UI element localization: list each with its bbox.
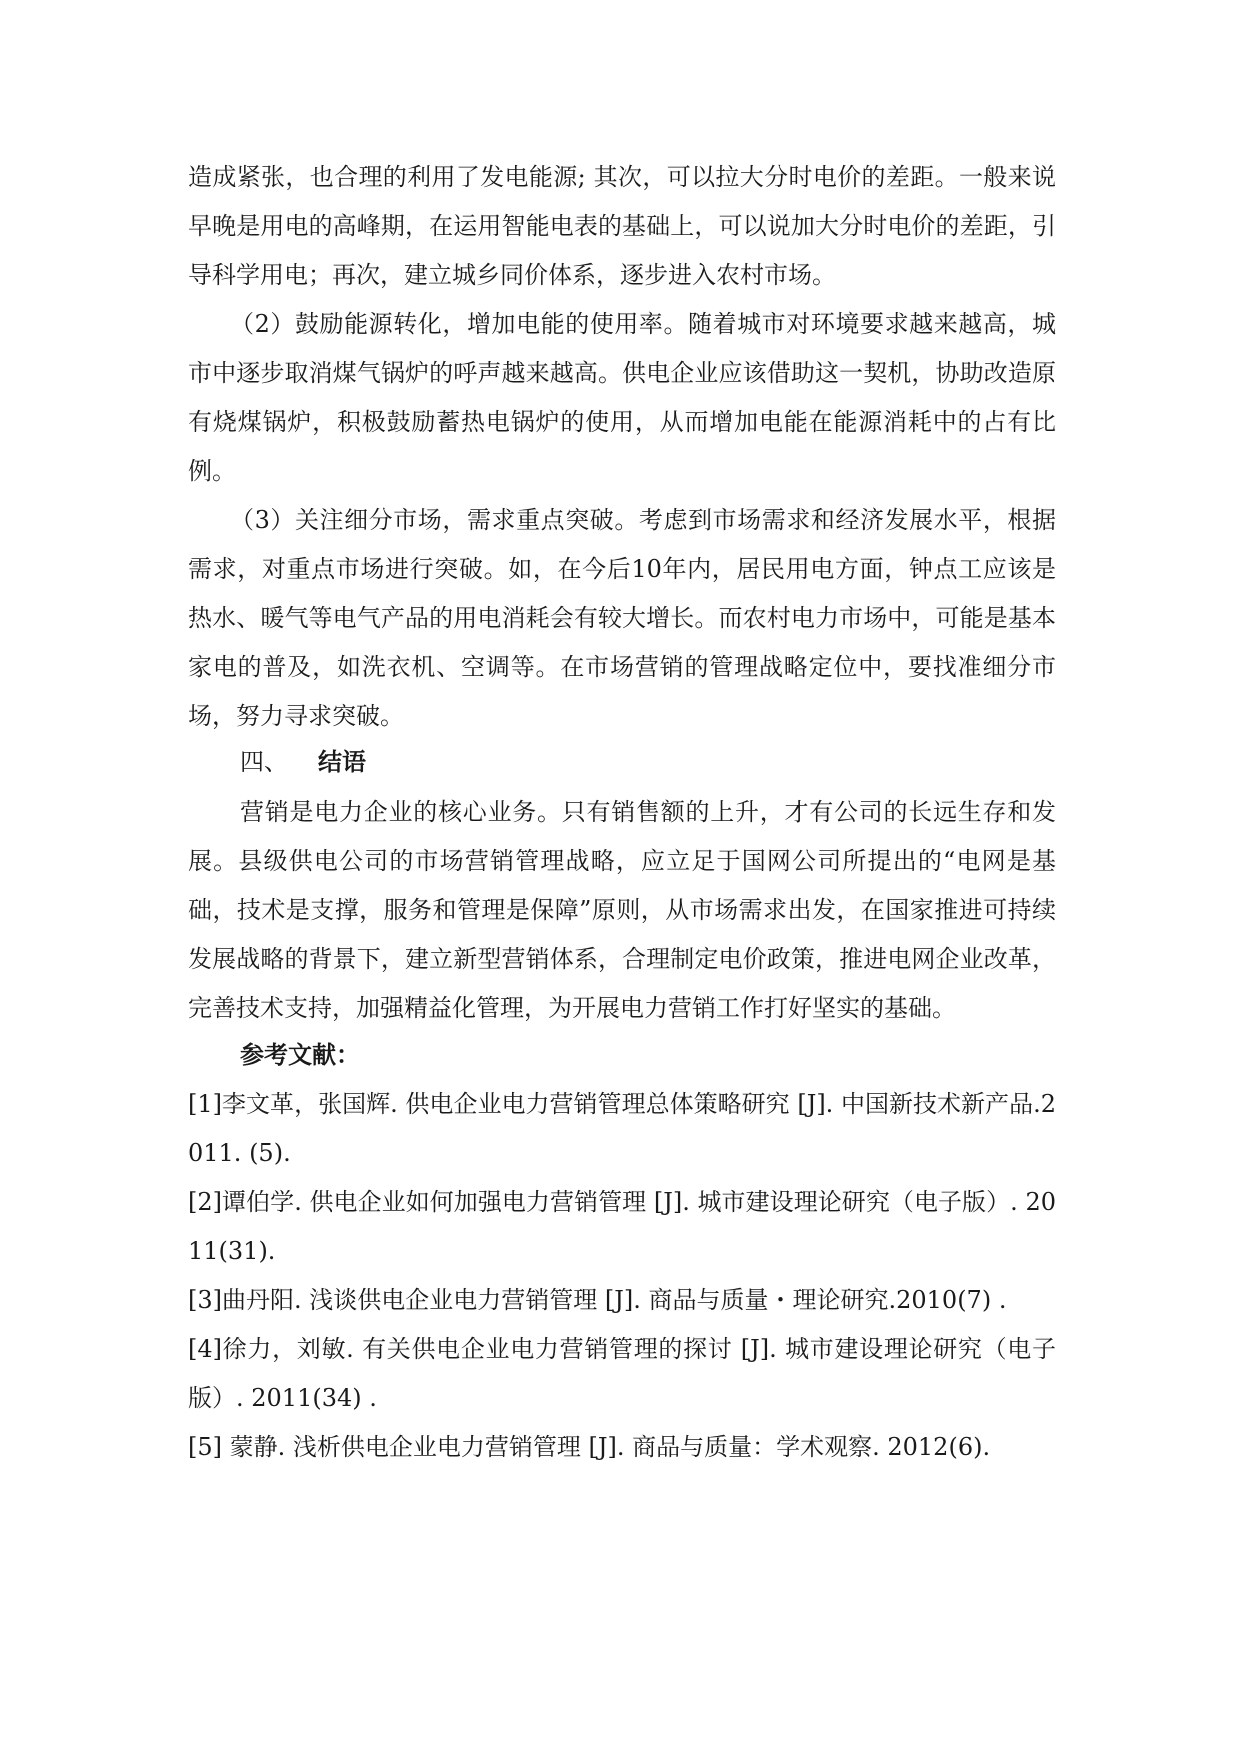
reference-item: [2]谭伯学. 供电企业如何加强电力营销管理 [J]. 城市建设理论研究（电子版）. 2011(31). xyxy=(188,1188,1056,1265)
section-heading xyxy=(240,742,366,782)
section-title: 结语 xyxy=(318,748,366,776)
paragraph-conclusion: 营销是电力企业的核心业务。只有销售额的上升，才有公司的长远生存和发展。县级供电公司的市场营销管理战略，应立足于国网公司所提出的“电网是基础，技术是支撑，服务和管理是保障”原则，从市场需求出发，在国家推进可持续发展战略的背景下，建立新型营销体系，合理制定电价政策，推进电网企业改革，完善技术支持，加强精益化管理，为开展电力营销工作打好坚实的基础。 xyxy=(188,798,1056,1022)
paragraph-market-segment: （3）关注细分市场，需求重点突破。考虑到市场需求和经济发展水平，根据需求，对重点市场进行突破。如，在今后10年内，居民用电方面，钟点工应该是热水、暖气等电气产品的用电消耗会有较大增长。而农村电力市场中，可能是基本家电的普及，如洗衣机、空调等。在市场营销的管理战略定位中，要找准细分市场，努力寻求突破。 xyxy=(188,506,1056,730)
paragraph-pricing: 造成紧张，也合理的利用了发电能源; 其次，可以拉大分时电价的差距。一般来说早晚是用电的高峰期，在运用智能电表的基础上，可以说加大分时电价的差距，引导科学用电；再次，建立城乡同价体系，逐步进入农村市场。 xyxy=(188,163,1056,289)
reference-item: [1]李文革，张国辉. 供电企业电力营销管理总体策略研究 [J]. 中国新技术新产品.2011. (5). xyxy=(188,1090,1056,1167)
reference-item: [4]徐力，刘敏. 有关供电企业电力营销管理的探讨 [J]. 城市建设理论研究（电子版）. 2011(34) . xyxy=(188,1335,1056,1412)
references-title: 参考文献： xyxy=(240,1040,360,1069)
reference-item: [3]曲丹阳. 浅谈供电企业电力营销管理 [J]. 商品与质量・理论研究.2010(7) . xyxy=(188,1286,1007,1314)
paragraph-energy-conversion: （2）鼓励能源转化，增加电能的使用率。随着城市对环境要求越来越高，城市中逐步取消煤气锅炉的呼声越来越高。供电企业应该借助这一契机，协助改造原有烧煤锅炉，积极鼓励蓄热电锅炉的使用，从而增加电能在能源消耗中的占有比例。 xyxy=(188,310,1056,485)
reference-item: [5] 蒙静. 浅析供电企业电力营销管理 [J]. 商品与质量：学术观察. 2012(6). xyxy=(188,1433,991,1461)
section-number: 四、 xyxy=(240,748,288,776)
reference-list xyxy=(188,1080,1056,1472)
